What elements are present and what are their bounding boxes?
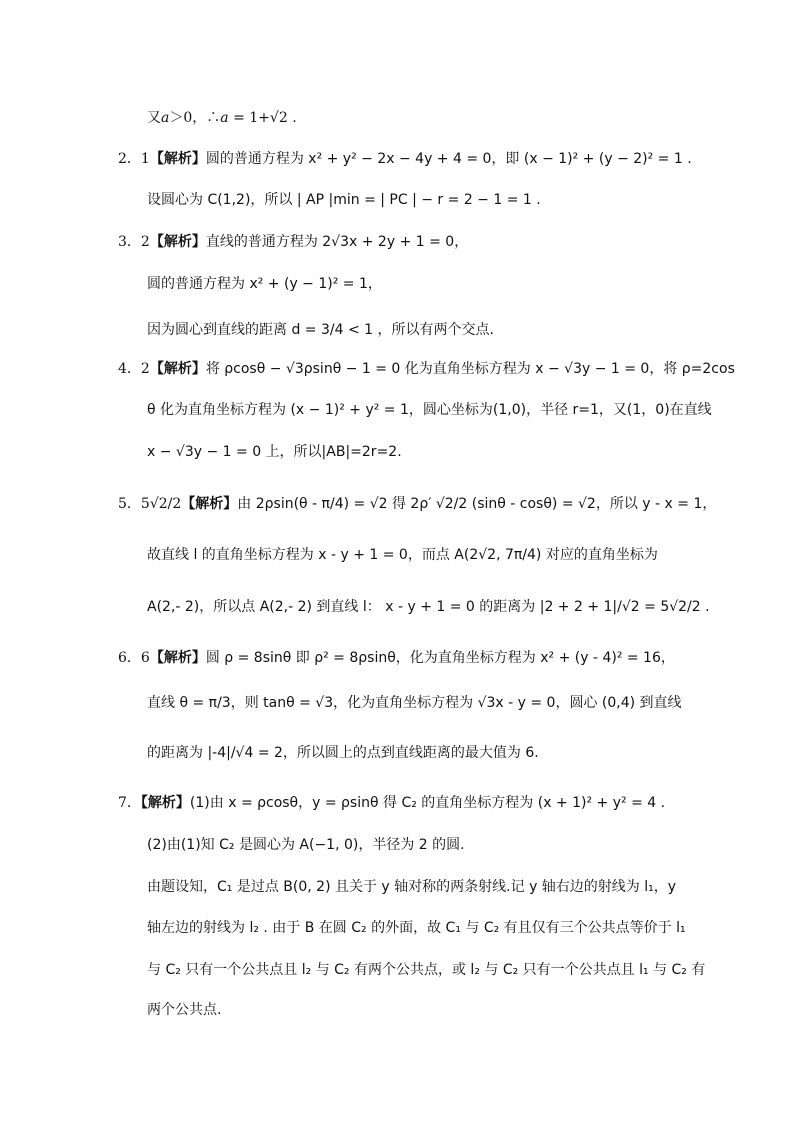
item-number: 2．1 (118, 151, 150, 167)
analysis-tag: 【解析】 (149, 234, 206, 250)
line-body: (1)由 x = ρcosθ，y = ρsinθ 得 C₂ 的直角坐标方程为 (x + 1)² + y² = 4 . (189, 795, 666, 811)
item-number: 7． (118, 795, 141, 811)
text-line (118, 494, 716, 514)
analysis-tag: 【解析】 (149, 151, 206, 167)
text-line (147, 190, 541, 210)
text-line (118, 359, 735, 379)
text-line: 又a＞0，∴a = 1+√2 . (147, 110, 297, 126)
line-body: θ 化为直角坐标方程为 (x − 1)² + y² = 1，圆心坐标为(1,0)，半径 r=1，又(1，0)在直线 (147, 402, 712, 418)
line-body: 轴左边的射线为 l₂ . 由于 B 在圆 C₂ 的外面，故 C₁ 与 C₂ 有且仅有三个公共点等价于 l₁ (147, 920, 686, 936)
text-line (118, 232, 468, 252)
line-body: 与 C₂ 只有一个公共点且 l₂ 与 C₂ 有两个公共点，或 l₂ 与 C₂ 只有一个公共点且 l₁ 与 C₂ 有 (147, 962, 706, 978)
text-line (118, 149, 692, 169)
text-line (147, 442, 402, 462)
line-body: 圆的普通方程为 x² + (y − 1)² = 1， (147, 276, 382, 292)
line-body: 直线 θ = π/3，则 tanθ = √3，化为直角坐标方程为 √3x - y = 0，圆心 (0,4) 到直线 (147, 695, 682, 711)
item-number: 6．6 (118, 650, 150, 666)
line-body: A(2,- 2)，所以点 A(2,- 2) 到直线 l： x - y + 1 = 0 的距离为 |2 + 2 + 1|/√2 = 5√2/2 . (147, 599, 710, 615)
item-number: 5．5√2/2 (118, 496, 182, 512)
text-line (147, 835, 465, 855)
text-line (147, 320, 494, 340)
text-line (147, 877, 676, 897)
line-body: 将 ρcosθ − √3ρsinθ − 1 = 0 化为直角坐标方程为 x − √3y − 1 = 0，将 ρ=2cos (205, 361, 735, 377)
analysis-tag: 【解析】 (149, 650, 206, 666)
analysis-tag: 【解析】 (149, 361, 206, 377)
item-number: 4．2 (118, 361, 150, 377)
text-line (147, 693, 682, 713)
item-number: 3．2 (118, 234, 150, 250)
text-line (147, 274, 382, 294)
analysis-tag: 【解析】 (140, 795, 190, 811)
line-body: 由 2ρsin(θ - π/4) = √2 得 2ρ′ √2/2 (sinθ - cosθ) = √2，所以 y - x = 1， (237, 496, 717, 512)
line-body: 圆 ρ = 8sinθ 即 ρ² = 8ρsinθ，化为直角坐标方程为 x² + (y - 4)² = 16， (205, 650, 675, 666)
line-body: 故直线 l 的直角坐标方程为 x - y + 1 = 0，而点 A(2√2, 7π/4) 对应的直角坐标为 (147, 547, 658, 563)
line-body: 因为圆心到直线的距离 d = 3/4 < 1 ，所以有两个交点. (147, 322, 494, 338)
analysis-tag: 【解析】 (181, 496, 238, 512)
text-line (118, 793, 665, 813)
line-body: 设圆心为 C(1,2)，所以 | AP |min = | PC | − r = 2 − 1 = 1 . (147, 192, 541, 208)
text-line (147, 545, 658, 565)
text-line (147, 1000, 221, 1020)
text-line (147, 918, 686, 938)
text-line (118, 648, 675, 668)
line-body: x − √3y − 1 = 0 上，所以|AB|=2r=2. (147, 444, 402, 460)
line-body: 的距离为 |-4|/√4 = 2，所以圆上的点到直线距离的最大值为 6. (147, 745, 539, 761)
line-body: 直线的普通方程为 2√3x + 2y + 1 = 0， (205, 234, 469, 250)
line-body: 两个公共点. (147, 1002, 222, 1018)
line-body: (2)由(1)知 C₂ 是圆心为 A(−1, 0)，半径为 2 的圆. (147, 837, 465, 853)
line-body: 圆的普通方程为 x² + y² − 2x − 4y + 4 = 0，即 (x − 1)² + (y − 2)² = 1 . (205, 151, 692, 167)
text-line (147, 743, 539, 763)
line-body: 由题设知，C₁ 是过点 B(0, 2) 且关于 y 轴对称的两条射线.记 y 轴右边的射线为 l₁，y (147, 879, 677, 895)
text-line (147, 400, 712, 420)
text-line (147, 960, 705, 980)
text-line (147, 597, 710, 617)
